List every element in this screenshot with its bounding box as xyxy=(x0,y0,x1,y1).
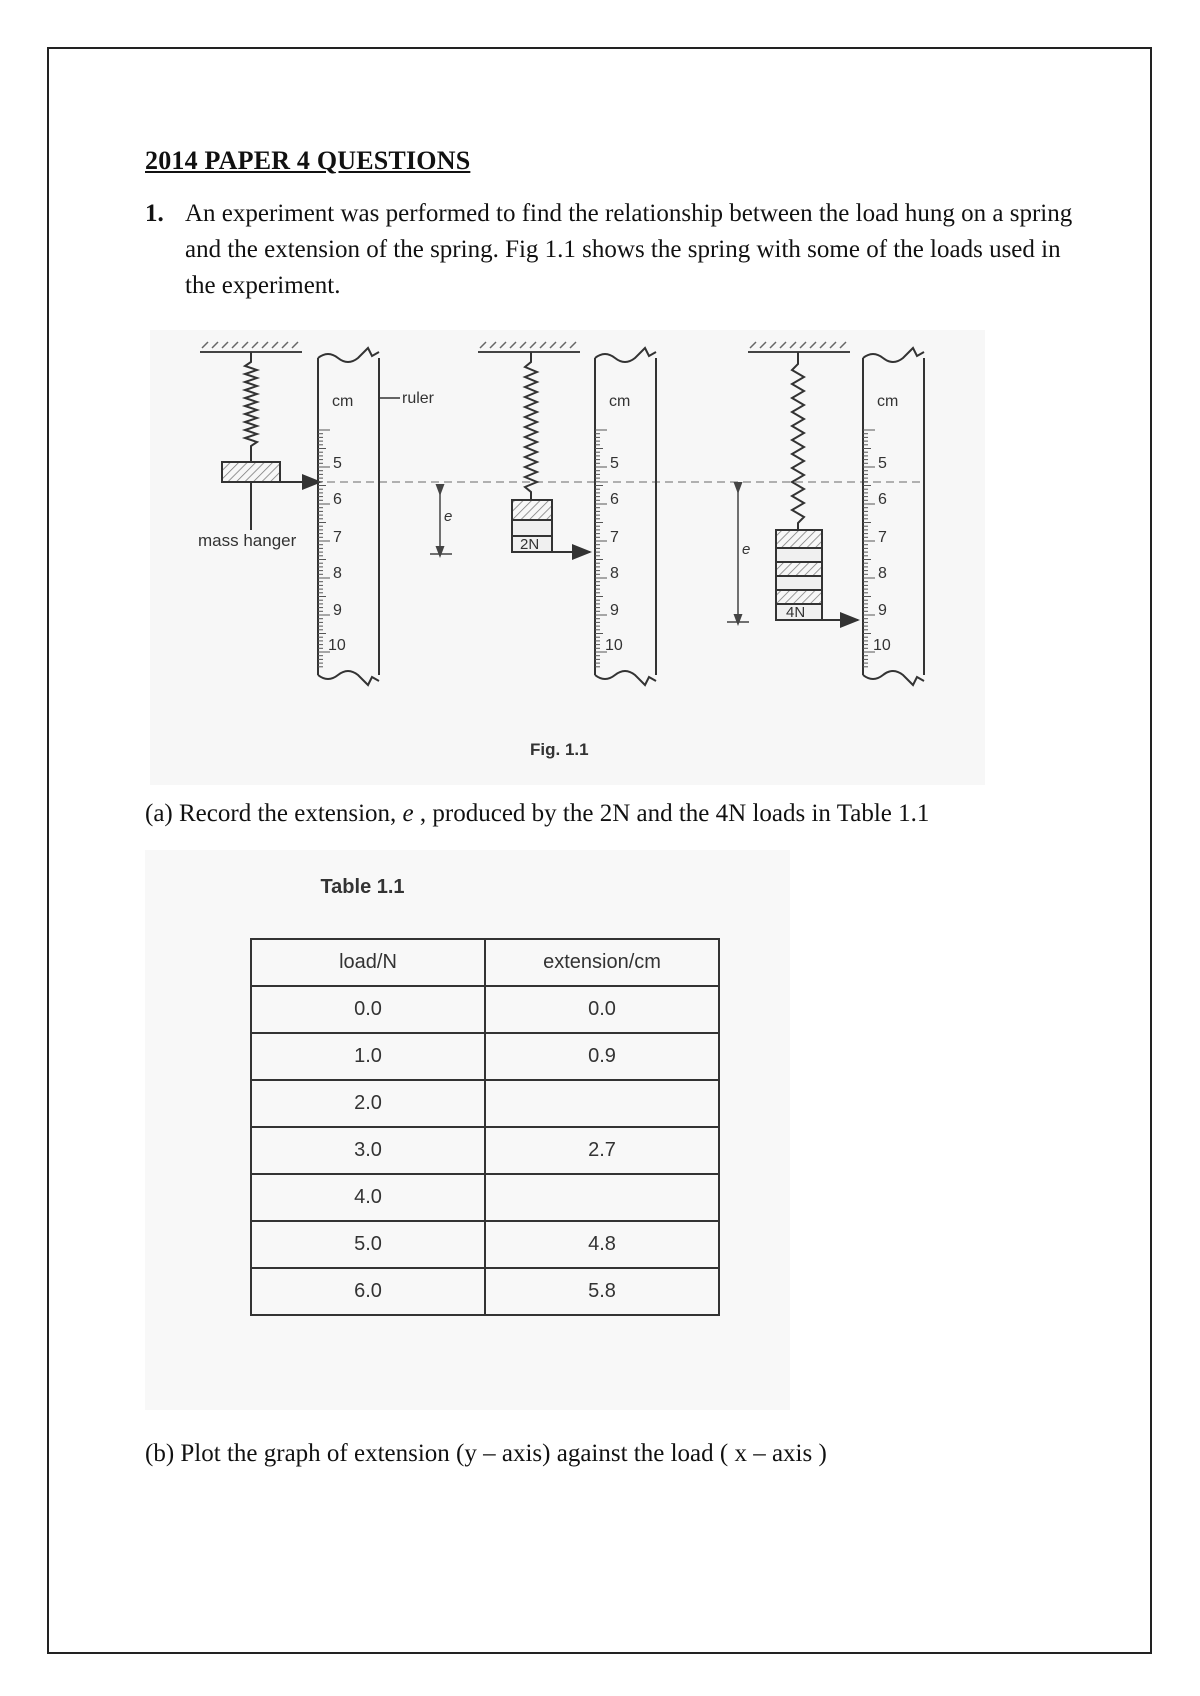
scale-7: 7 xyxy=(610,529,619,546)
page-title: 2014 PAPER 4 QUESTIONS xyxy=(145,146,471,175)
scale-7: 7 xyxy=(878,529,887,546)
load-cell: 5.0 xyxy=(251,1221,485,1268)
load-cell: 3.0 xyxy=(251,1127,485,1174)
extension-cell: 0.9 xyxy=(485,1033,719,1080)
spring xyxy=(245,352,257,462)
header-extension: extension/cm xyxy=(485,939,719,986)
ruler-1-scale xyxy=(328,455,346,654)
load-cell: 6.0 xyxy=(251,1268,485,1315)
scale-9: 9 xyxy=(610,602,619,619)
unit-label: cm xyxy=(609,393,631,410)
load-cell: 1.0 xyxy=(251,1033,485,1080)
extension-cell-blank[interactable] xyxy=(485,1174,719,1221)
part-b-question: (b) Plot the graph of extension (y – axis) against the load ( x – axis ) xyxy=(145,1440,827,1467)
scale-7: 7 xyxy=(333,529,342,546)
scale-6: 6 xyxy=(878,491,887,508)
scale-8: 8 xyxy=(333,565,342,582)
table-1-1-scan xyxy=(145,850,790,1410)
table-row xyxy=(251,1033,719,1080)
load-cell: 4.0 xyxy=(251,1174,485,1221)
extension-cell: 4.8 xyxy=(485,1221,719,1268)
part-a-prefix: (a) Record the extension, xyxy=(145,800,403,827)
extension-cell-blank[interactable] xyxy=(485,1080,719,1127)
table-row xyxy=(251,1221,719,1268)
ruler-3-scale xyxy=(873,455,891,654)
part-a-suffix: , produced by the 2N and the 4N loads in Table 1.1 xyxy=(413,800,930,827)
table-caption: Table 1.1 xyxy=(320,876,405,898)
question-1 xyxy=(145,196,1080,304)
question-number: 1. xyxy=(145,200,164,227)
scale-9: 9 xyxy=(878,602,887,619)
scale-9: 9 xyxy=(333,602,342,619)
scale-10: 10 xyxy=(873,637,891,654)
setup-4n-load xyxy=(727,342,924,685)
scale-8: 8 xyxy=(610,565,619,582)
header-load: load/N xyxy=(251,939,485,986)
figure-1-1 xyxy=(150,330,985,785)
part-a-symbol: e xyxy=(402,800,414,827)
scale-10: 10 xyxy=(328,637,346,654)
scale-6: 6 xyxy=(333,491,342,508)
table-row xyxy=(251,986,719,1033)
extension-cell: 0.0 xyxy=(485,986,719,1033)
spring xyxy=(792,352,804,530)
extension-cell: 5.8 xyxy=(485,1268,719,1315)
mass-hanger-label: mass hanger xyxy=(198,531,297,550)
ruler-label: ruler xyxy=(402,390,435,407)
ruler-2-scale xyxy=(605,455,623,654)
ruler-1-ticks xyxy=(318,430,330,667)
ruler-2-ticks xyxy=(595,430,607,667)
table-header-row xyxy=(251,939,719,986)
load-cell: 0.0 xyxy=(251,986,485,1033)
setup-2n-load xyxy=(430,342,656,685)
scale-6: 6 xyxy=(610,491,619,508)
setup-unloaded xyxy=(198,342,435,685)
question-text: An experiment was performed to find the relationship between the load hung on a spring and the extension of the spring. Fig 1.1 shows the spring with some of the loads used in the experiment. xyxy=(185,200,1073,299)
figure-caption: Fig. 1.1 xyxy=(530,740,589,759)
ruler-3-ticks xyxy=(863,430,875,667)
spring xyxy=(525,352,537,500)
data-table xyxy=(250,938,720,1316)
scale-5: 5 xyxy=(878,455,887,472)
scale-10: 10 xyxy=(605,637,623,654)
load-cell: 2.0 xyxy=(251,1080,485,1127)
scale-5: 5 xyxy=(333,455,342,472)
part-a-question xyxy=(145,800,929,828)
table-row xyxy=(251,1174,719,1221)
load-4n-label: 4N xyxy=(786,604,806,621)
table-row xyxy=(251,1268,719,1315)
scale-5: 5 xyxy=(610,455,619,472)
mass-hanger-plate xyxy=(222,462,280,482)
scale-8: 8 xyxy=(878,565,887,582)
extension-cell: 2.7 xyxy=(485,1127,719,1174)
extension-symbol: e xyxy=(444,508,453,525)
load-2n-label: 2N xyxy=(520,536,540,553)
spring-diagram xyxy=(150,330,985,785)
table-row xyxy=(251,1127,719,1174)
unit-label: cm xyxy=(877,393,899,410)
extension-symbol: e xyxy=(742,541,751,558)
unit-label: cm xyxy=(332,393,354,410)
table-row xyxy=(251,1080,719,1127)
